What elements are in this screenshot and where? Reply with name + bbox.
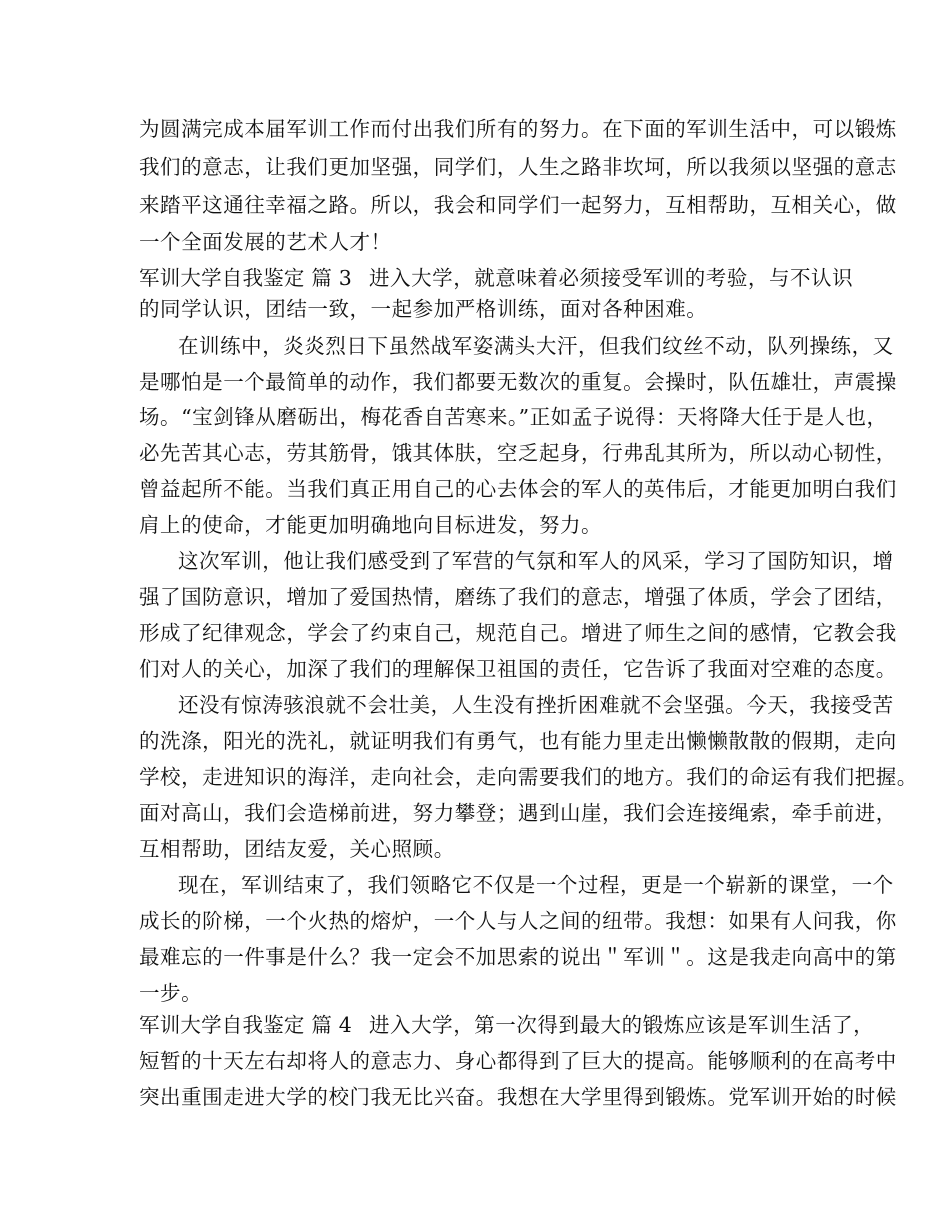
section-first-line: 进入大学，第一次得到最大的锻炼应该是军训生活了， — [369, 1013, 875, 1037]
section-first-line: 进入大学，就意味着必须接受军训的考验，与不认识 — [369, 266, 854, 290]
paragraph-line: 面对高山，我们会造梯前进，努力攀登；遇到山崖，我们会连接绳索，牵手前进， — [139, 801, 897, 825]
paragraph-line: 肩上的使命，才能更加明确地向目标进发，努力。 — [139, 513, 603, 537]
paragraph-line: 最难忘的一件事是什么？我一定会不加思索的说出＂军训＂。这是我走向高中的第 — [139, 945, 897, 969]
paragraph-line: 的洗涤，阳光的洗礼，就证明我们有勇气，也有能力里走出懒懒散散的假期，走向 — [139, 729, 897, 753]
paragraph-line: 的同学认识，团结一致，一起参加严格训练，面对各种困难。 — [139, 297, 708, 321]
paragraph-line: 为圆满完成本届军训工作而付出我们所有的努力。在下面的军训生活中，可以锻炼 — [139, 117, 897, 141]
paragraph-line: 学校，走进知识的海洋，走向社会，走向需要我们的地方。我们的命运有我们把握。 — [139, 765, 918, 789]
paragraph-line: 来踏平这通往幸福之路。所以，我会和同学们一起努力，互相帮助，互相关心，做 — [139, 193, 897, 217]
paragraph-line: 们对人的关心，加深了我们的理解保卫祖国的责任，它告诉了我面对空难的态度。 — [139, 657, 897, 681]
paragraph-line: 互相帮助，团结友爱，关心照顾。 — [139, 837, 455, 861]
paragraph-line: 强了国防意识，增加了爱国热情，磨练了我们的意志，增强了体质，学会了团结， — [139, 585, 897, 609]
section-heading-4 — [139, 1015, 874, 1036]
paragraph-line: 形成了纪律观念，学会了约束自己，规范自己。增进了师生之间的感情，它教会我 — [139, 621, 897, 645]
paragraph-line: 我们的意志，让我们更加坚强，同学们，人生之路非坎坷，所以我须以坚强的意志 — [139, 155, 897, 179]
section-title: 军训大学自我鉴定 篇 3 — [139, 266, 352, 290]
paragraph-line: 曾益起所不能。当我们真正用自己的心去体会的军人的英伟后，才能更加明白我们 — [139, 477, 897, 501]
paragraph-line: 这次军训，他让我们感受到了军营的气氛和军人的风采，学习了国防知识，增 — [178, 549, 894, 573]
paragraph-line: 必先苦其心志，劳其筋骨，饿其体肤，空乏起身，行弗乱其所为，所以动心韧性， — [139, 441, 897, 465]
paragraph-line: 现在，军训结束了，我们领略它不仅是一个过程，更是一个崭新的课堂，一个 — [178, 873, 894, 897]
paragraph-line: 在训练中，炎炎烈日下虽然战军姿满头大汗，但我们纹丝不动，队列操练，又 — [178, 334, 894, 358]
paragraph-line: 是哪怕是一个最简单的动作，我们都要无数次的重复。会操时，队伍雄壮，声震操 — [139, 370, 897, 394]
paragraph-line: 还没有惊涛骇浪就不会壮美，人生没有挫折困难就不会坚强。今天，我接受苦 — [178, 693, 894, 717]
paragraph-line: 短暂的十天左右却将人的意志力、身心都得到了巨大的提高。能够顺利的在高考中 — [139, 1049, 897, 1073]
paragraph-line: 突出重围走进大学的校门我无比兴奋。我想在大学里得到锻炼。党军训开始的时候 — [139, 1085, 897, 1109]
paragraph-line: 一步。 — [139, 981, 203, 1005]
paragraph-line: 成长的阶梯，一个火热的熔炉，一个人与人之间的纽带。我想：如果有人问我，你 — [139, 909, 897, 933]
section-title: 军训大学自我鉴定 篇 4 — [139, 1013, 352, 1037]
paragraph-line: 一个全面发展的艺术人才！ — [139, 230, 392, 254]
section-heading-3 — [139, 268, 853, 289]
paragraph-line: 场。“宝剑锋从磨砺出，梅花香自苦寒来。”正如孟子说得：天将降大任于是人也， — [139, 405, 888, 429]
